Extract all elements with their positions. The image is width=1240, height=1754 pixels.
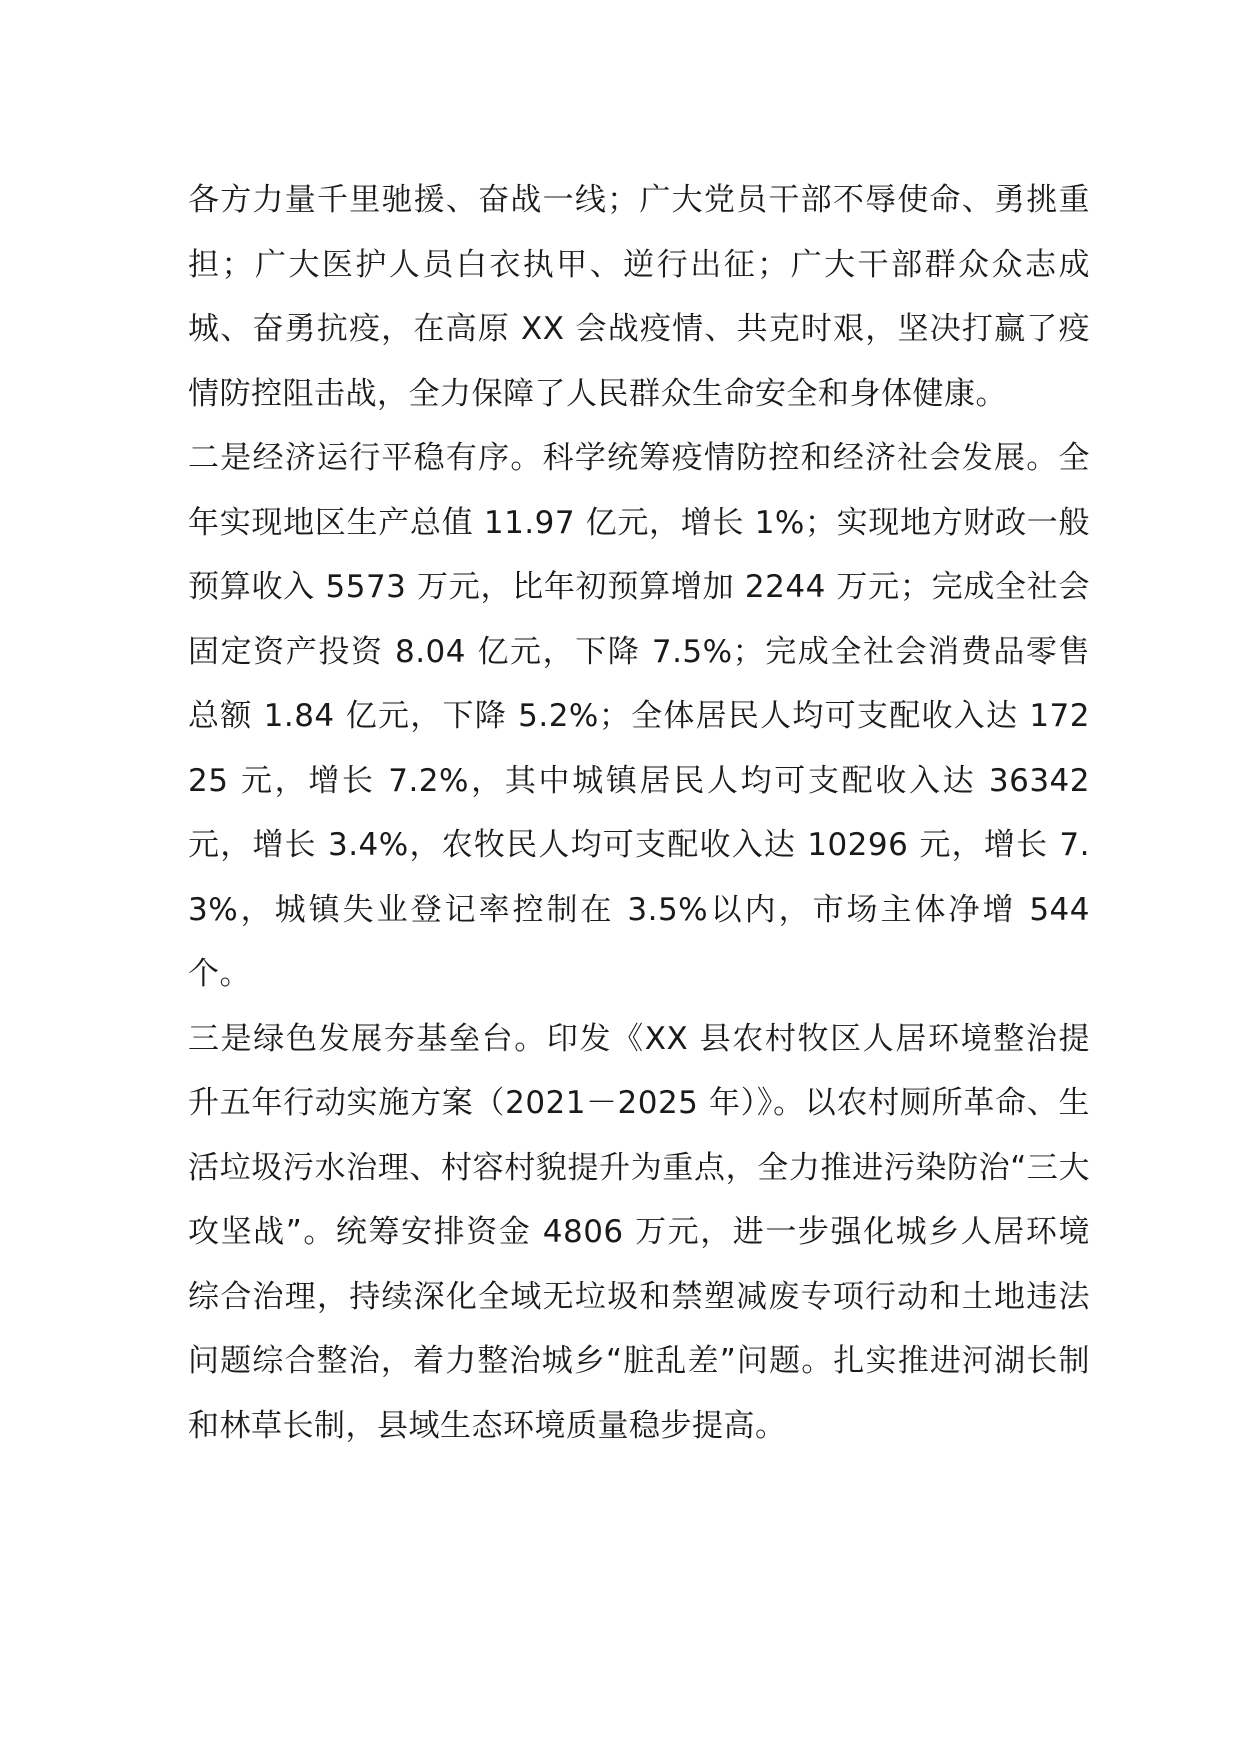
paragraph-green-development: 三是绿色发展夯基垒台。印发《XX 县农村牧区人居环境整治提升五年行动实施方案（2021－2025 年）》。以农村厕所革命、生活垃圾污水治理、村容村貌提升为重点，全力推进污染防治“三大攻坚战”。统筹安排资金 4806 万元，进一步强化城乡人居环境综合治理，持续深化全域无垃圾和禁塑减废专项行动和土地违法问题综合整治，着力整治城乡“脏乱差”问题。扎实推进河湖长制和林草长制，县域生态环境质量稳步提高。 <box>188 1020 1090 1444</box>
paragraph-economic-operation: 二是经济运行平稳有序。科学统筹疫情防控和经济社会发展。全年实现地区生产总值 11.97 亿元，增长 1%；实现地方财政一般预算收入 5573 万元，比年初预算增加 2244 万元；完成全社会固定资产投资 8.04 亿元，下降 7.5%；完成全社会消费品零售总额 1.84 亿元，下降 5.2%；全体居民人均可支配收入达 17225 元，增长 7.2%，其中城镇居民人均可支配收入达 36342 元，增长 3.4%，农牧民人均可支配收入达 10296 元，增长 7.3%，城镇失业登记率控制在 3.5%以内，市场主体净增 544 个。 <box>188 440 1090 992</box>
document-body <box>188 168 1090 1458</box>
paragraph-epidemic-response: 各方力量千里驰援、奋战一线；广大党员干部不辱使命、勇挑重担；广大医护人员白衣执甲、逆行出征；广大干部群众众志成城、奋勇抗疫，在高原 XX 会战疫情、共克时艰，坚决打赢了疫情防控阻击战，全力保障了人民群众生命安全和身体健康。 <box>188 182 1090 412</box>
